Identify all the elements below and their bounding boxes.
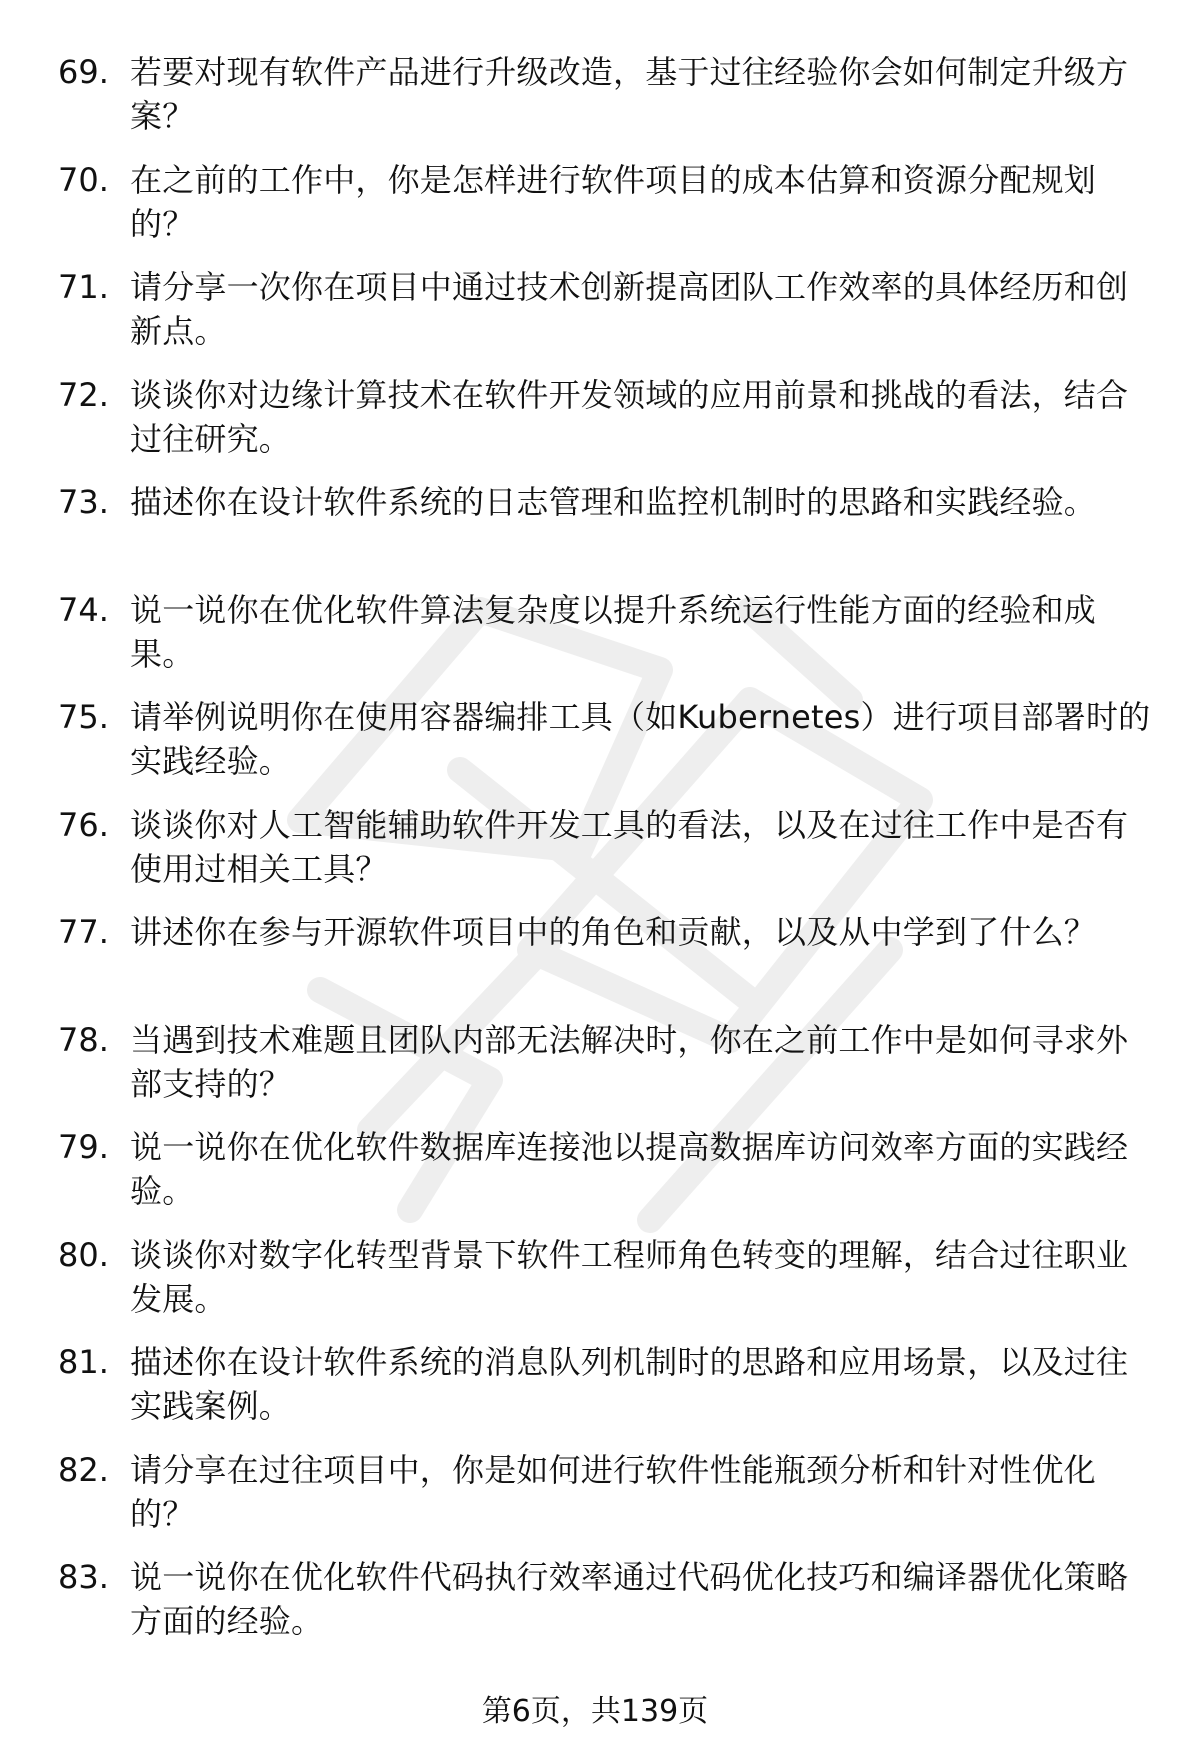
question-item [58, 1448, 1158, 1556]
question-number: 80. [58, 1235, 109, 1274]
question-item [58, 803, 1158, 911]
question-text: 讲述你在参与开源软件项目中的角色和贡献，以及从中学到了什么？ [130, 913, 1097, 951]
question-item [58, 50, 1158, 158]
question-text: 说一说你在优化软件代码执行效率通过代码优化技巧和编译器优化策略方面的经验。 [130, 1558, 1129, 1640]
question-text: 谈谈你对数字化转型背景下软件工程师角色转变的理解，结合过往职业发展。 [130, 1235, 1129, 1318]
question-item [58, 265, 1158, 373]
question-number: 78. [58, 1020, 109, 1059]
page-footer: 第6页，共139页 [481, 1694, 709, 1729]
question-text: 在之前的工作中，你是怎样进行软件项目的成本估算和资源分配规划的？ [130, 160, 1097, 243]
question-number: 82. [58, 1450, 109, 1489]
question-item [58, 1125, 1158, 1233]
question-item [58, 1340, 1158, 1448]
question-text: 当遇到技术难题且团队内部无法解决时，你在之前工作中是如何寻求外部支持的？ [130, 1020, 1129, 1103]
question-item [58, 588, 1158, 696]
question-item [58, 480, 1158, 588]
question-item [58, 373, 1158, 481]
question-number: 81. [58, 1343, 109, 1381]
question-number: 75. [58, 698, 109, 736]
question-item [58, 1233, 1158, 1341]
question-text: 若要对现有软件产品进行升级改造，基于过往经验你会如何制定升级方案？ [130, 53, 1129, 135]
question-item [58, 1018, 1158, 1126]
question-number: 73. [58, 483, 109, 521]
question-number: 72. [58, 375, 109, 414]
question-number: 77. [58, 913, 109, 951]
question-number: 70. [58, 160, 109, 199]
question-number: 74. [58, 590, 109, 629]
question-number: 83. [58, 1558, 109, 1596]
question-text: 谈谈你对人工智能辅助软件开发工具的看法，以及在过往工作中是否有使用过相关工具？ [130, 805, 1129, 888]
question-text: 描述你在设计软件系统的消息队列机制时的思路和应用场景，以及过往实践案例。 [130, 1343, 1129, 1425]
question-item [58, 1555, 1158, 1663]
question-text: 请分享一次你在项目中通过技术创新提高团队工作效率的具体经历和创新点。 [130, 268, 1129, 350]
question-list [58, 50, 1158, 1663]
question-text: 请举例说明你在使用容器编排工具（如Kubernetes）进行项目部署时的实践经验。 [130, 698, 1151, 780]
question-item [58, 158, 1158, 266]
question-number: 71. [58, 268, 109, 306]
question-item [58, 695, 1158, 803]
question-text: 说一说你在优化软件算法复杂度以提升系统运行性能方面的经验和成果。 [130, 590, 1097, 673]
question-number: 76. [58, 805, 109, 844]
question-text: 说一说你在优化软件数据库连接池以提高数据库访问效率方面的实践经验。 [130, 1128, 1129, 1210]
question-number: 69. [58, 53, 109, 91]
question-item [58, 910, 1158, 1018]
question-number: 79. [58, 1128, 109, 1166]
question-text: 谈谈你对边缘计算技术在软件开发领域的应用前景和挑战的看法，结合过往研究。 [130, 375, 1129, 458]
question-text: 请分享在过往项目中，你是如何进行软件性能瓶颈分析和针对性优化的？ [130, 1450, 1097, 1533]
question-text: 描述你在设计软件系统的日志管理和监控机制时的思路和实践经验。 [130, 483, 1097, 521]
